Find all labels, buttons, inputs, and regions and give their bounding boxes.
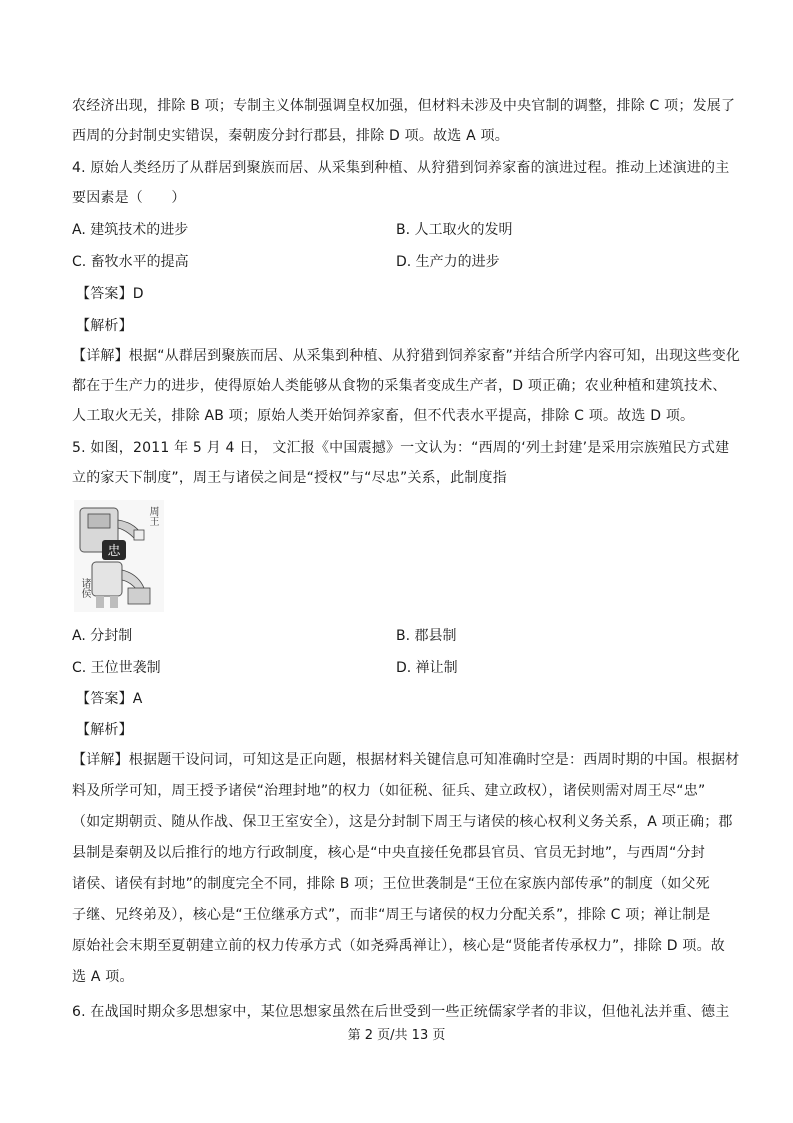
q4-option-d: D. 生产力的进步 [396, 254, 500, 270]
q4-option-c: C. 畜牧水平的提高 [72, 254, 189, 270]
q4-option-b: B. 人工取火的发明 [396, 222, 513, 238]
q5-detail-line-1: 【详解】根据题干设问词，可知这是正向题，根据材料关键信息可知准确时空是：西周时期的中国。根据材 [72, 752, 740, 768]
q5-detail-line-3: （如定期朝贡、随从作战、保卫王室安全），这是分封制下周王与诸侯的核心权利义务关系，A 项正确；郡 [72, 814, 733, 830]
q4-stem-line-1: 4. 原始人类经历了从群居到聚族而居、从采集到种植、从狩猎到饲养家畜的演进过程。推动上述演进的主 [72, 160, 730, 176]
q4-answer: 【答案】D [76, 286, 144, 302]
q5-answer: 【答案】A [76, 691, 143, 707]
q5-detail-line-5: 诸侯、诸侯有封地”的制度完全不同，排除 B 项；王位世袭制是“王位在家族内部传承”的制度（如父死 [72, 876, 710, 892]
prev-analysis-line-1: 农经济出现，排除 B 项；专制主义体制强调皇权加强，但材料未涉及中央官制的调整，排除 C 项；发展了 [72, 98, 736, 114]
q5-stem-line-2: 立的家天下制度”，周王与诸侯之间是“授权”与“尽忠”关系，此制度指 [72, 470, 507, 486]
q5-option-d: D. 禅让制 [396, 660, 458, 676]
q4-option-a: A. 建筑技术的进步 [72, 222, 189, 238]
q5-stem-line-1: 5. 如图，2011 年 5 月 4 日， 文汇报《中国震撼》一文认为：“西周的‘列土封建’是采用宗族殖民方式建 [72, 440, 730, 456]
q4-detail-line-1: 【详解】根据“从群居到聚族而居、从采集到种植、从狩猎到饲养家畜”并结合所学内容可知，出现这些变化 [72, 348, 741, 364]
loyalty-badge-text: 忠 [107, 544, 121, 559]
king-label: 周王 [147, 506, 158, 526]
q5-option-c: C. 王位世袭制 [72, 660, 161, 676]
q4-detail-line-3: 人工取火无关，排除 AB 项；原始人类开始饲养家畜，但不代表水平提高，排除 C 项。故选 D 项。 [72, 408, 695, 424]
page-number: 第 2 页/共 13 页 [347, 1028, 446, 1043]
king-vassal-illustration [74, 500, 164, 612]
q4-analysis-label: 【解析】 [76, 318, 133, 334]
q5-detail-line-6: 子继、兄终弟及），核心是“王位继承方式”，而非“周王与诸侯的权力分配关系”，排除 C 项；禅让制是 [72, 907, 711, 923]
q5-option-b: B. 郡县制 [396, 628, 457, 644]
q5-detail-line-4: 县制是秦朝及以后推行的地方行政制度，核心是“中央直接任免郡县官员、官员无封地”，与西周“分封 [72, 845, 705, 861]
q5-detail-line-8: 选 A 项。 [72, 969, 134, 985]
q4-stem-line-2: 要因素是（ ） [72, 190, 186, 206]
q5-detail-line-7: 原始社会末期至夏朝建立前的权力传承方式（如尧舜禹禅让），核心是“贤能者传承权力”，排除 D 项。故 [72, 938, 725, 954]
q5-analysis-label: 【解析】 [76, 722, 133, 738]
q5-detail-line-2: 料及所学可知，周王授予诸侯“治理封地”的权力（如征税、征兵、建立政权），诸侯则需对周王尽“忠” [72, 783, 706, 799]
prev-analysis-line-2: 西周的分封制史实错误，秦朝废分封行郡县，排除 D 项。故选 A 项。 [72, 128, 509, 144]
q4-detail-line-2: 都在于生产力的进步，使得原始人类能够从食物的采集者变成生产者，D 项正确；农业种植和建筑技术、 [72, 378, 727, 394]
q6-stem-line-1: 6. 在战国时期众多思想家中，某位思想家虽然在后世受到一些正统儒家学者的非议，但他礼法并重、德主 [72, 1004, 730, 1020]
vassal-label: 诸侯 [79, 578, 90, 598]
q5-option-a: A. 分封制 [72, 628, 133, 644]
